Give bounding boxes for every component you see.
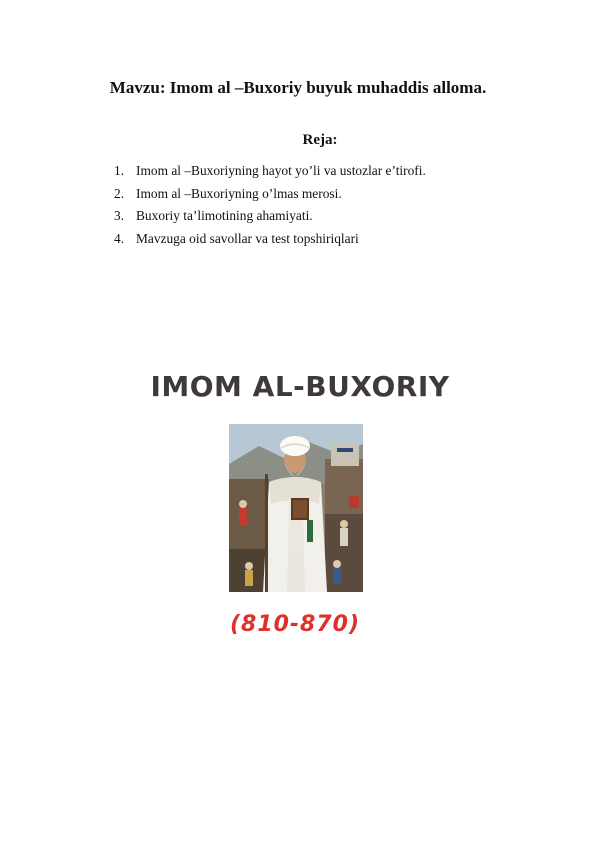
document-title: Mavzu: Imom al –Buxoriy buyuk muhaddis alloma.: [109, 78, 487, 97]
plan-heading: Reja:: [302, 132, 338, 148]
plan-item-text: Imom al –Buxoriyning hayot yo’li va ustozlar e’tirofi.: [136, 163, 426, 178]
plan-item-number: 2.: [114, 185, 125, 201]
plan-list: [114, 160, 426, 250]
poster-heading: IMOM AL-BUXORIY: [150, 370, 450, 403]
poster-years: (810-870): [229, 612, 361, 637]
plan-item-number: 3.: [114, 208, 125, 223]
plan-item-text: Buxoriy ta’limotining ahamiyati.: [136, 208, 313, 223]
plan-item-text: Imom al –Buxoriyning o’lmas merosi.: [136, 185, 342, 201]
plan-item: [114, 205, 426, 228]
plan-item-number: 1.: [114, 163, 125, 178]
portrait-illustration: [229, 424, 363, 592]
plan-item: [114, 183, 426, 206]
plan-item-text: Mavzuga oid savollar va test topshiriqlari: [136, 230, 359, 246]
plan-item: [114, 160, 426, 183]
plan-item: [114, 228, 426, 251]
plan-item-number: 4.: [114, 230, 125, 246]
